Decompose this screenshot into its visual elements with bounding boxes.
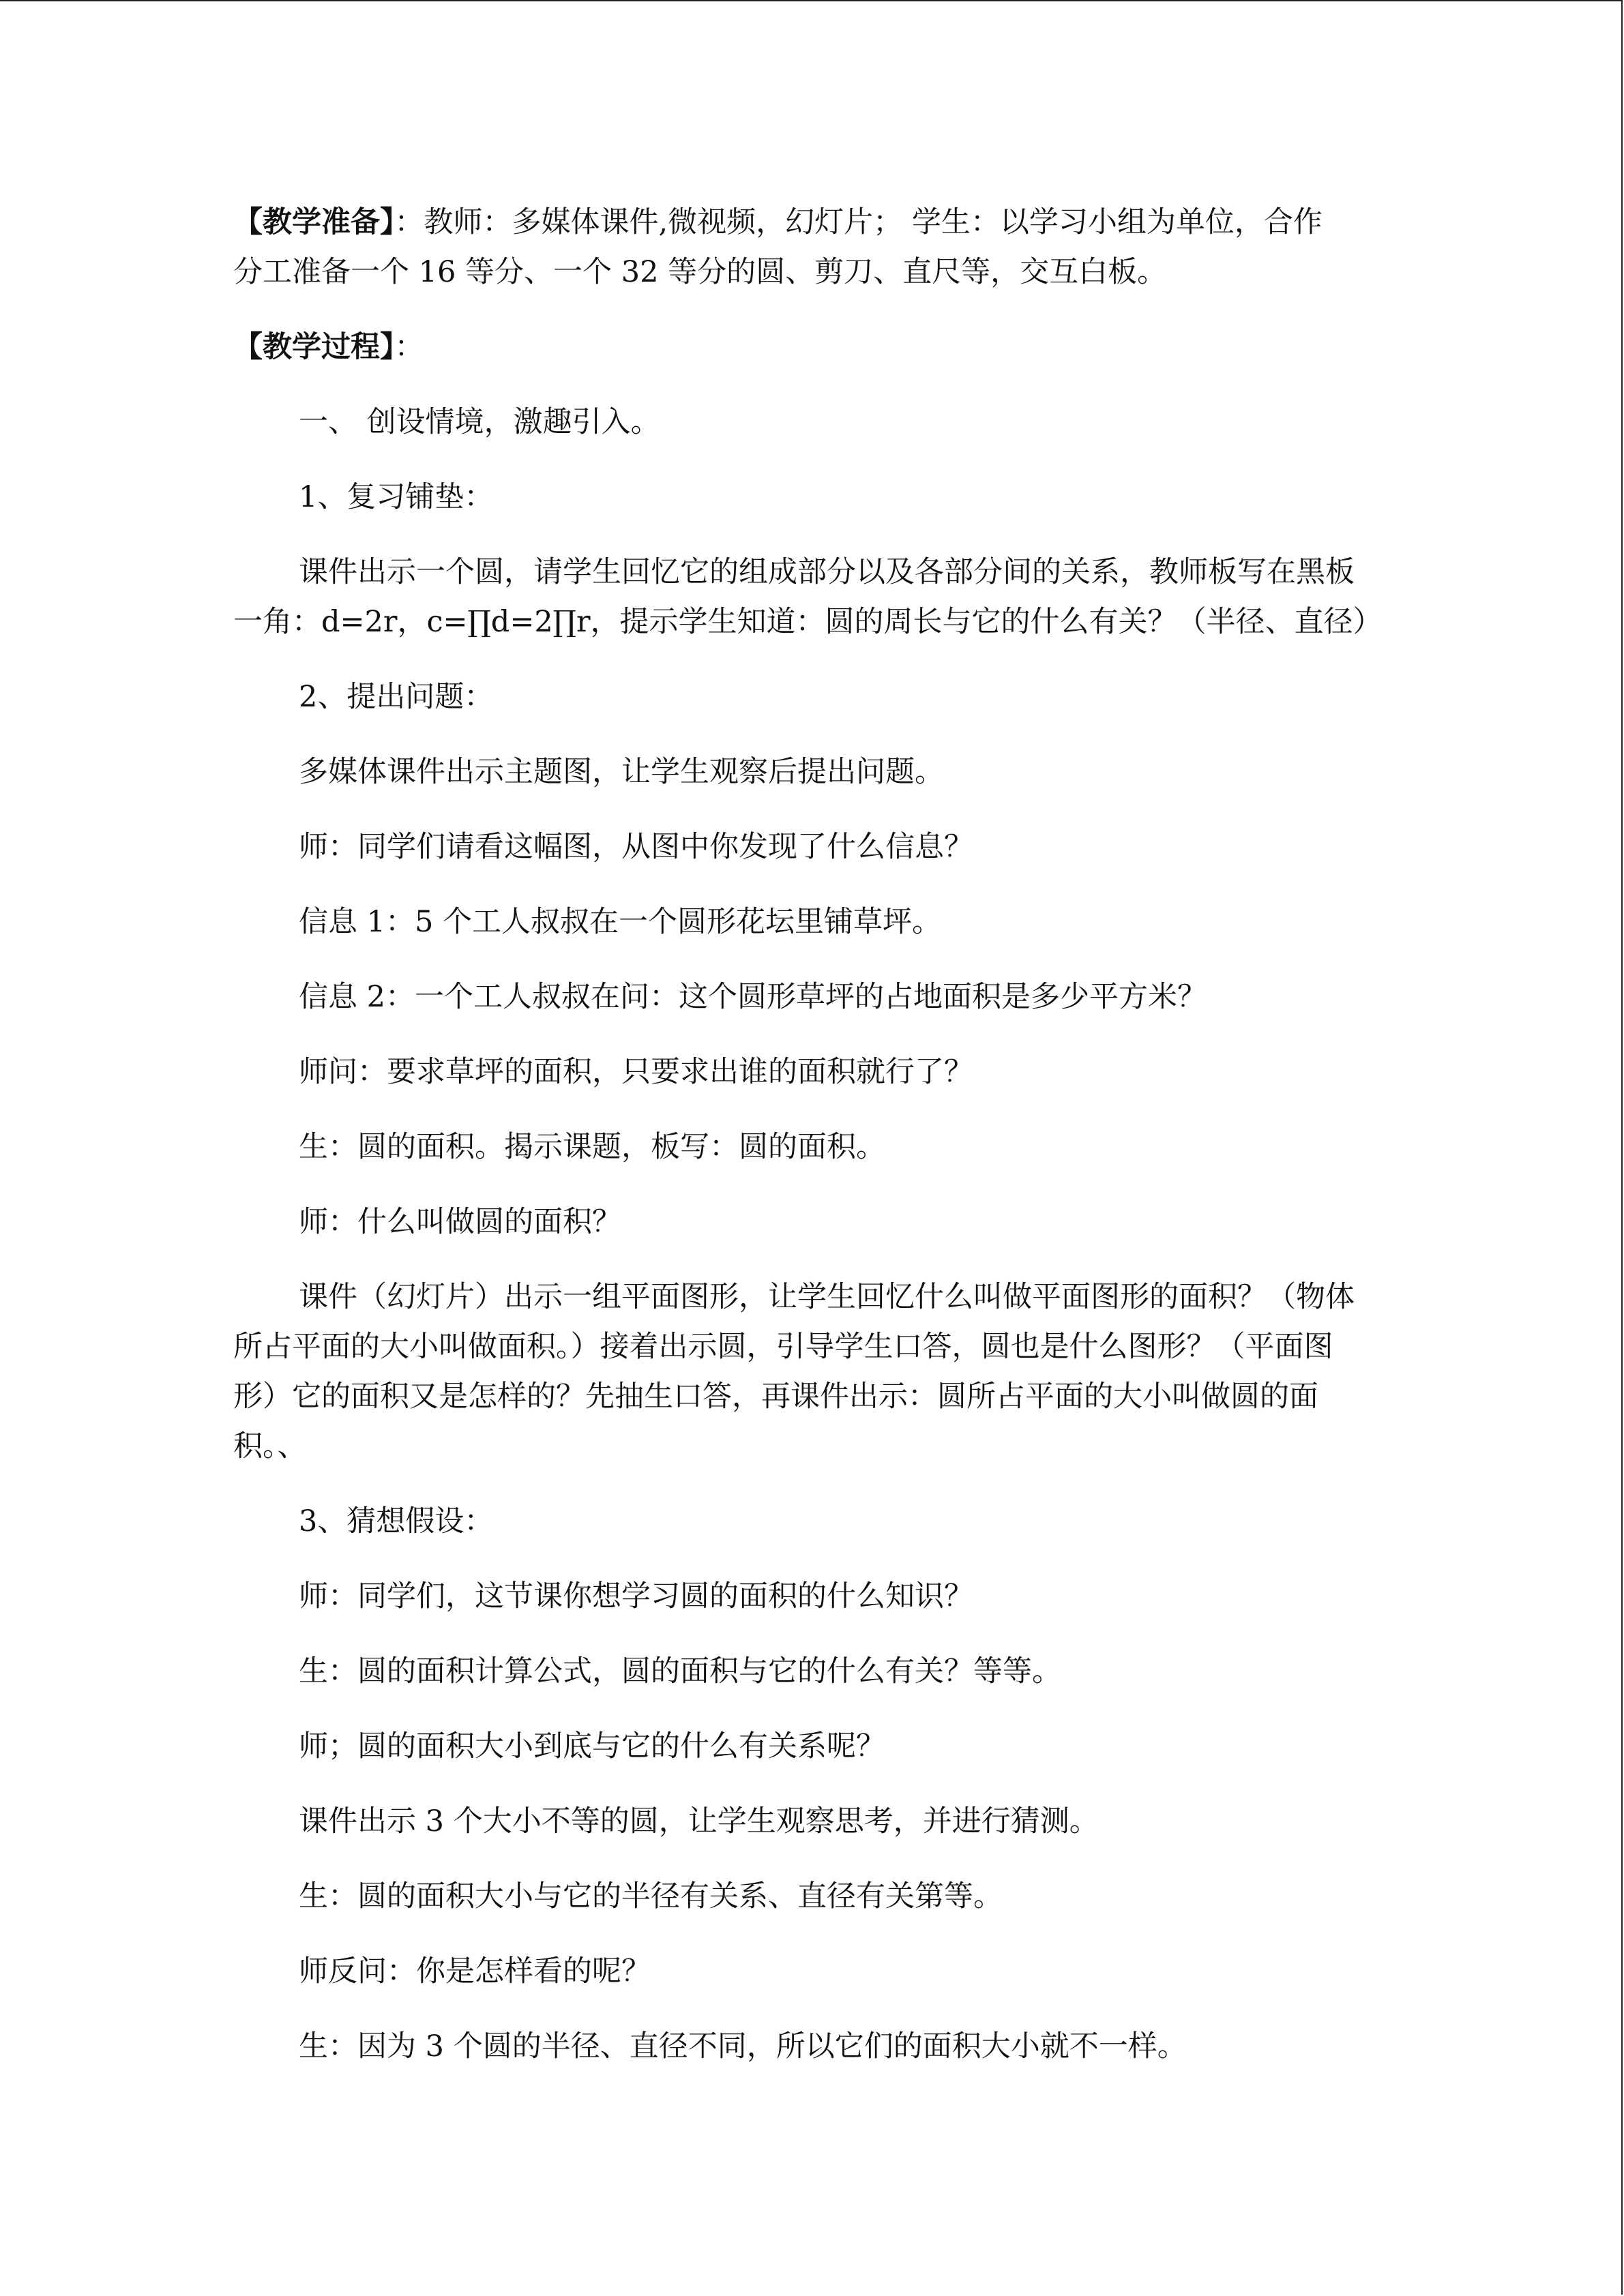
paragraph: 师：什么叫做圆的面积？	[299, 1205, 621, 1239]
paragraph: 生：圆的面积大小与它的半径有关系、直径有关第等。	[299, 1879, 1003, 1913]
teaching-process-heading	[233, 323, 1481, 372]
paragraph: 信息 2：一个工人叔叔在问：这个圆形草坪的占地面积是多少平方米？	[299, 980, 1207, 1014]
paragraph: 多媒体课件出示主题图，让学生观察后提出问题。	[299, 755, 944, 789]
section-heading: 一、 创设情境，激趣引入。	[299, 405, 660, 439]
paragraph: 师：同学们请看这幅图，从图中你发现了什么信息？	[299, 830, 973, 864]
prep-line-2: 分工准备一个 16 等分、一个 32 等分的圆、剪刀、直尺等，交互白板。	[233, 255, 1167, 289]
paragraph: 生：因为 3 个圆的半径、直径不同，所以它们的面积大小就不一样。	[299, 2029, 1187, 2063]
prep-text: ：教师：多媒体课件,微视频，幻灯片； 学生：以学习小组为单位，合作	[394, 205, 1323, 239]
document-body	[233, 198, 1481, 2097]
paragraph-review: 课件出示一个圆，请学生回忆它的组成部分以及各部分间的关系，教师板写在黑板 一角：d=2r，c=∏d=2∏r，提示学生知道：圆的周长与它的什么有关？（半径、直径）	[233, 555, 1383, 639]
paragraph: 信息 1：5 个工人叔叔在一个圆形花坛里铺草坪。	[299, 905, 942, 939]
paragraph: 师：同学们，这节课你想学习圆的面积的什么知识？	[299, 1579, 973, 1613]
paragraph: 生：圆的面积计算公式，圆的面积与它的什么有关？等等。	[299, 1654, 1061, 1688]
sub-heading-review: 1、复习铺垫：	[299, 480, 494, 514]
paragraph: 生：圆的面积。揭示课题，板写：圆的面积。	[299, 1130, 885, 1164]
paragraph: 师；圆的面积大小到底与它的什么有关系呢？	[299, 1729, 885, 1763]
sub-heading-question: 2、提出问题：	[299, 680, 494, 714]
teaching-preparation	[233, 198, 1481, 297]
prep-label: 【教学准备】	[233, 205, 395, 239]
paragraph: 师问：要求草坪的面积，只要求出谁的面积就行了？	[299, 1055, 973, 1089]
paragraph: 课件出示 3 个大小不等的圆，让学生观察思考，并进行猜测。	[299, 1804, 1099, 1838]
sub-heading-hypothesis: 3、猜想假设：	[299, 1504, 494, 1538]
process-colon: ：	[394, 330, 424, 364]
process-label: 【教学过程】	[233, 330, 395, 364]
paragraph-slide: 课件（幻灯片）出示一组平面图形，让学生回忆什么叫做平面图形的面积？（物体 所占平面的大小叫做面积。）接着出示圆，引导学生口答，圆也是什么图形？（平面图 形）它的面积又是怎样的？先抽生口答，再课件出示：圆所占平面的大小叫做圆的面 积。、	[233, 1280, 1355, 1463]
prep-line-1	[233, 198, 1481, 248]
paragraph: 师反问：你是怎样看的呢？	[299, 1954, 651, 1988]
